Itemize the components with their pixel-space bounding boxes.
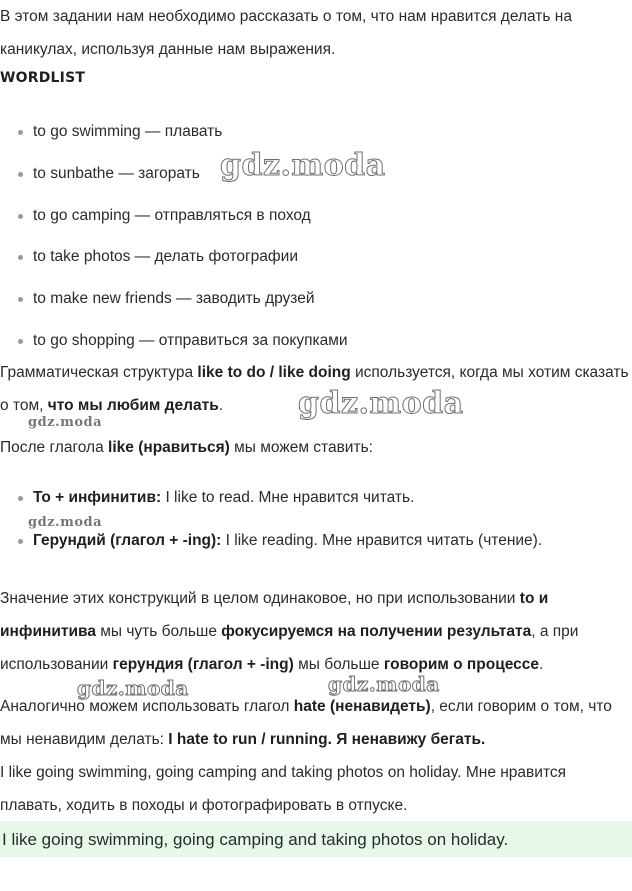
watermark-logo: gdz.moda bbox=[298, 386, 464, 421]
example-paragraph: I like going swimming, going camping and taking photos on holiday. Мне нравится плавать, ходить в походы и фотографировать в отпуске. bbox=[0, 764, 567, 814]
wordlist-heading: WORDLIST bbox=[0, 70, 86, 86]
intro-paragraph: В этом задании нам необходимо рассказать о том, что нам нравится делать на каникулах, используя данные нам выражения. bbox=[0, 8, 572, 58]
list-item: to make new friends — заводить друзей bbox=[0, 282, 348, 324]
list-item: to go swimming — плавать bbox=[0, 115, 348, 157]
watermark-logo: gdz.moda bbox=[77, 676, 189, 700]
watermark-logo: gdz.moda bbox=[28, 515, 103, 530]
list-item: to take photos — делать фотографии bbox=[0, 240, 348, 282]
watermark-logo: gdz.moda bbox=[328, 672, 440, 696]
watermark-logo: gdz.moda bbox=[28, 415, 103, 430]
grammar-paragraph-1: Грамматическая структура like to do / like doing используется, когда мы хотим сказать о том, что мы любим делать. bbox=[0, 364, 629, 414]
grammar-paragraph-3: Значение этих конструкций в целом одинаковое, но при использовании to и инфинитива мы чуть больше фокусируемся на получении результата, а при использовании герундия (глагол + -ing) мы больше говорим о процессе. bbox=[0, 590, 579, 673]
list-item: to sunbathe — загорать bbox=[0, 157, 348, 199]
grammar-paragraph-4: Аналогично можем использовать глагол hate (ненавидеть), если говорим о том, что мы ненавидим делать: I hate to run / running. Я ненавижу бегать. bbox=[0, 698, 612, 748]
list-item: Герундий (глагол + -ing): I like reading. Мне нравится читать (чтение). bbox=[0, 524, 542, 567]
list-item: To + инфинитив: I like to read. Мне нравится читать. bbox=[0, 481, 542, 524]
grammar-paragraph-2: После глагола like (нравиться) мы можем ставить: bbox=[0, 439, 373, 456]
answer-box bbox=[0, 821, 632, 857]
list-item: to go camping — отправляться в поход bbox=[0, 199, 348, 241]
watermark-logo: gdz.moda bbox=[220, 148, 386, 183]
answer-text: I like going swimming, going camping and taking photos on holiday. bbox=[2, 830, 509, 849]
list-item: to go shopping — отправиться за покупками bbox=[0, 324, 348, 366]
